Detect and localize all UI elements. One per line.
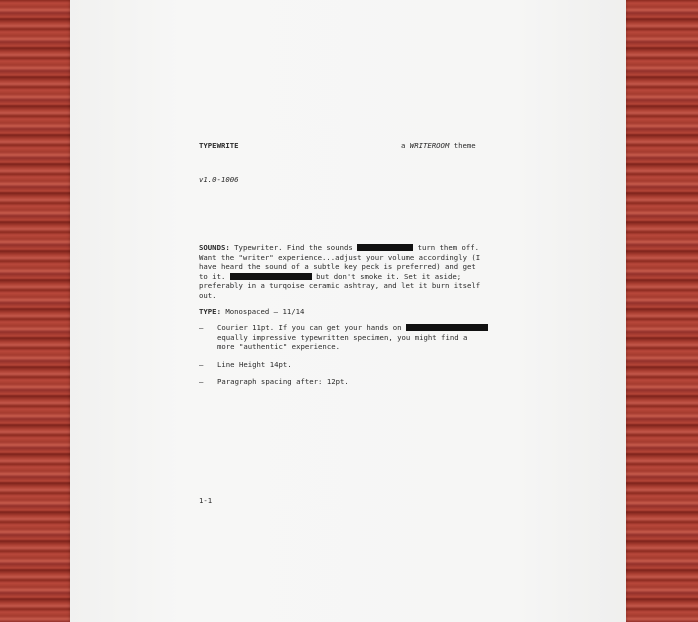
bullet-1-line-1	[217, 323, 488, 332]
type-line	[199, 307, 304, 316]
sounds-line-4	[199, 272, 461, 281]
redaction-bar	[406, 324, 488, 331]
document-page	[70, 0, 626, 622]
doc-subtitle	[401, 141, 476, 150]
type-label: TYPE:	[199, 307, 221, 316]
sounds-line-5: preferably in a turqoise ceramic ashtray, and let it burn itself	[199, 281, 481, 290]
page-number: 1-1	[199, 496, 213, 505]
sounds-line-1	[199, 243, 479, 252]
type-value: Monospaced — 11/14	[220, 307, 305, 316]
redaction-bar	[230, 273, 312, 280]
subtitle-name: WRITEROOM	[409, 141, 450, 150]
bullet-1-text: Courier 11pt. If you can get your hands on	[217, 323, 406, 332]
bullet-1-line-3: more "authentic" experience.	[217, 342, 341, 351]
doc-title: TYPEWRITE	[199, 141, 239, 150]
sounds-text-1b: turn them off.	[413, 243, 480, 252]
sounds-label: SOUNDS:	[199, 243, 230, 252]
bullet-dash: —	[199, 323, 204, 332]
sounds-text-1a: Typewriter. Find the sounds	[229, 243, 358, 252]
version-label: v1.0-1006	[199, 175, 239, 184]
sounds-text-4b: but don't smoke it. Set it aside;	[311, 271, 462, 281]
sounds-line-2: Want the "writer" experience...adjust your volume accordingly (I	[199, 252, 481, 262]
bullet-3: Paragraph spacing after: 12pt.	[217, 376, 349, 386]
subtitle-prefix: a	[401, 141, 410, 150]
bullet-dash: —	[199, 359, 204, 369]
subtitle-suffix: theme	[449, 141, 476, 150]
bullet-dash: —	[199, 376, 204, 386]
sounds-text-4a: to it.	[199, 271, 230, 281]
sounds-line-6: out.	[199, 290, 217, 300]
sounds-line-3: have heard the sound of a subtle key peck is preferred) and get	[199, 262, 476, 271]
bullet-1-line-2: equally impressive typewritten specimen, you might find a	[217, 332, 468, 342]
redaction-bar	[357, 244, 413, 251]
bullet-2: Line Height 14pt.	[217, 359, 292, 369]
